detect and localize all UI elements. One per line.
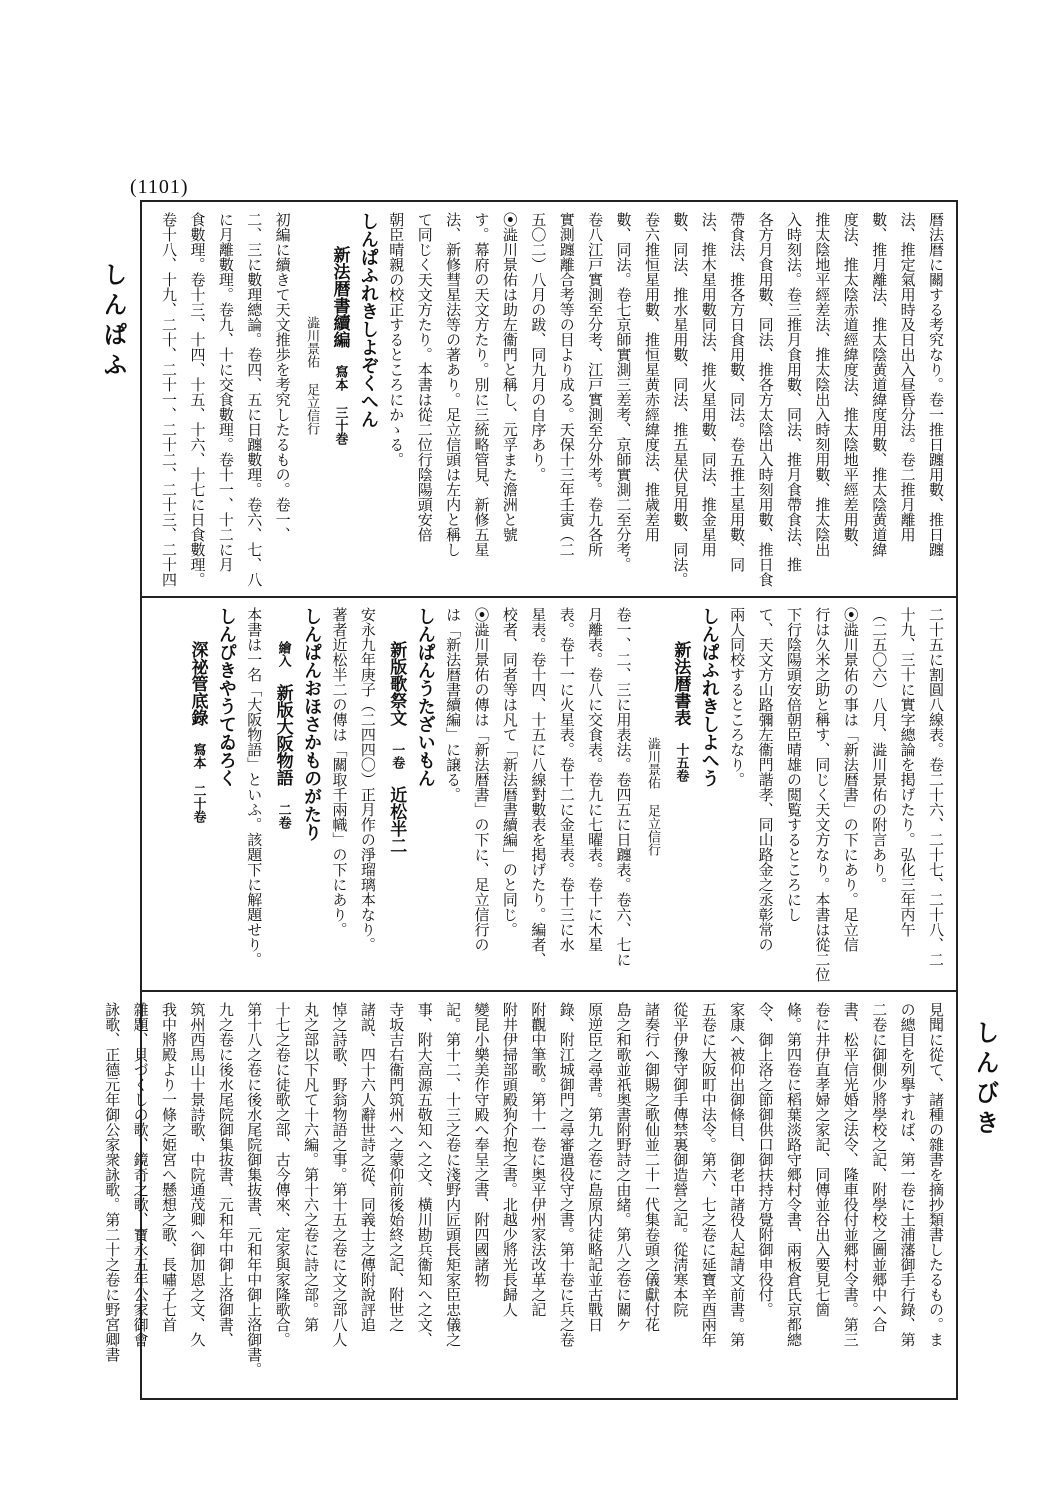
text-line: 我中將殿より一條之姫宮へ懸想之歌、長嘯子七首 — [160, 1002, 179, 1332]
text-line: 下行陰陽頭安倍朝臣晴雄の閲覧するところにし — [784, 607, 803, 922]
book-volumes: 二卷 — [275, 803, 291, 829]
text-line: 法、推定氣用時及日出入昼昏分法。卷二推月離用 — [898, 212, 917, 542]
text-line: ⦿澁川景佑の事は「新法暦書」の下にあり。足立信 — [841, 607, 860, 952]
text-line: ⦿澁川景佑の傳は「新法暦書」の下に、足立信行の — [472, 607, 491, 952]
book-title-text: 深祕管底錄 — [187, 641, 208, 726]
book-authors: 澁川景佑 足立信行 — [304, 316, 320, 435]
text-line: 校者、同者等は凡て「新法暦書續編」のと同じ。 — [500, 607, 519, 937]
book-title-text: 新版大阪物語 — [272, 684, 293, 786]
page-frame — [103, 200, 958, 1400]
book-volumes: 寫本 三十巻 — [332, 365, 348, 445]
text-line: 數、同法。卷七京師實測三差考、京師實測二至分考。 — [614, 212, 633, 572]
text-line: 條。第四卷に稻葉淡路守郷村令書、兩板倉氏京都總 — [784, 1002, 803, 1347]
text-line: は「新法暦書續編」に譲る。 — [444, 607, 463, 802]
section-1 — [148, 212, 950, 587]
text-line: ⦿澁川景佑は助左衞門と稱し、元孚また澹洲と號 — [500, 212, 519, 542]
text-line: 附井伊掃部頭殿狗介抱之書。北越少將光長歸人 — [500, 1002, 519, 1317]
book-title — [382, 607, 410, 981]
book-author: 近松半二 — [386, 786, 407, 854]
book-title — [325, 212, 353, 587]
text-line: 詠歌、正德元年御公家衆詠歌。第二十之卷に野宮卿書 — [103, 1002, 122, 1362]
text-line: 表。卷十一に火星表。卷十二に金星表。卷十三に水 — [557, 607, 576, 952]
text-line: 事、附大高源五敬知へ之文、橫川勘兵衞知へ之文、 — [415, 1002, 434, 1347]
entry-heading: しんぱんおほさかものがたり — [301, 607, 323, 841]
text-line: 書、松平信光婚之法令、隆車役付並郷村令書。第三 — [841, 1002, 860, 1347]
text-line: 二十五に割圓八線表。卷二十六、二十七、二十八、二 — [927, 607, 945, 967]
text-line: に月離數理。卷九、十に交食數理。卷十一、十二に月 — [216, 212, 235, 572]
text-line: 第十八之卷に後水尾院御集抜書、元和年中御上洛御書。 — [245, 1002, 264, 1377]
section-divider-1 — [142, 596, 956, 598]
index-header-left: しんびき — [971, 1020, 1000, 1140]
entry-heading: しんぴきやうてゐろく — [215, 607, 237, 787]
text-line: 法、新修彗星法等の著あり。足立信頭は左内と稱し — [444, 212, 463, 557]
book-title — [183, 607, 211, 981]
text-line: 寺坂吉右衞門筑州へ之蒙仰前後始終之記、附世之 — [387, 1002, 406, 1332]
text-line: 卷十八、十九、二十、二十一、二十二、二十三、二十四 — [160, 212, 179, 587]
text-line: （二五〇六）八月、澁川景佑の附言あり。 — [870, 607, 889, 892]
text-line: 月離表。卷八に交食表。卷九に七曜表。卷十に木星 — [586, 607, 605, 952]
text-line: 暦法暦に關する考究なり。卷一推日躔用數、推日躔 — [927, 212, 945, 557]
text-line: 卷一、二、三に用表法。卷四五に日躔表。卷六、七に — [614, 607, 633, 967]
text-line: 入時刻法。卷三推月食用數、同法、推月食帶食法、推 — [784, 212, 803, 572]
text-line: 變昆小樂美作守殿へ奉呈之書、附四國諸物 — [472, 1002, 491, 1287]
text-line: て同じく天文方たり。本書は從二位行陰陽頭安倍 — [415, 212, 434, 542]
text-line: す。幕府の天文方たり。別に三統略管見、新修五星 — [472, 212, 491, 557]
text-line: て、天文方山路彌左衞門諧孝、同山路金之丞彰常の — [756, 607, 775, 952]
text-line: 丸之部以下凡て十六編。第十六之卷に詩之部。第 — [302, 1002, 321, 1332]
book-title — [268, 607, 296, 981]
text-line: 推太陰地平經差法、推太陰出入時刻用數、推太陰出 — [813, 212, 832, 557]
section-3 — [103, 1002, 950, 1392]
book-title-text: 新法暦書續編 — [329, 246, 350, 348]
text-line: 九之卷に後水尾院御集抜書、元和年中御上洛御書、 — [216, 1002, 235, 1347]
text-line: 諸説、四十六人辭世詩之從、同義士之傳附說評追 — [358, 1002, 377, 1332]
text-line: の總目を列擧すれば、第一卷に土浦藩御手行錄、第 — [898, 1002, 917, 1347]
text-line: 卷六推恒星用數、推恒星黄赤經緯度法、推歳差用 — [642, 212, 661, 542]
text-line: 食數理。卷十三、十四、十五、十六、十七に日食數理。 — [188, 212, 207, 587]
text-line: 島之和歌並祇奥書附野詩之由緒。第八之卷に關ケ — [614, 1002, 633, 1332]
text-line: 卷に井伊直孝婦之家記、同傳並谷出入要見七箇 — [813, 1002, 832, 1317]
text-line: 行は久米之助と稱す、同じく天文方なり。本書は從二位 — [813, 607, 832, 982]
book-title-text: 新版歌祭文 — [386, 641, 407, 726]
text-line: 卷八江戸實測至分考、江戸實測至分外考。卷九各所 — [586, 212, 605, 557]
text-line: 錄、附江城御門之尋審遣役守之書。第十卷に兵之卷 — [557, 1002, 576, 1347]
book-volumes: 寫本 二十卷 — [190, 743, 206, 823]
text-line: 安永九年庚子（二四四〇）正月作の淨瑠璃本なり。 — [358, 607, 377, 952]
book-authors: 澁川景佑 足立信行 — [644, 737, 660, 856]
text-line: 記。第十二、十三之卷に淺野内匠頭長矩家臣忠儀之 — [444, 1002, 463, 1347]
text-line: 悼之詩歌、野翁物語之事。第十五之卷に文之部八人 — [330, 1002, 349, 1347]
text-line: 星表。卷十四、十五に八線對數表を掲げたり。編者、 — [529, 607, 548, 967]
text-line: 雜題、貝づくしの歌、鏡奇之歌、寶永五年公家御會 — [131, 1002, 150, 1347]
entry-heading: しんぱんうたざいもん — [414, 607, 436, 787]
book-title-text: 新法暦書表 — [670, 641, 691, 726]
text-line: 帶食法、推各方日食用數、同法。卷五推土星用數、同 — [728, 212, 747, 572]
text-line: 數、推月離法、推太陰黄道緯度用數、推太陰黄道緯 — [870, 212, 889, 557]
text-line: 家康へ被仰出御條目、御老中諸役人起請文前書。第 — [728, 1002, 747, 1347]
book-prefix: 繪入 — [275, 641, 291, 667]
text-line: 十七之卷に徒歌之部、古今傳來、定家與家隆歌合。 — [273, 1002, 292, 1347]
text-line: 實測躔離合考等の目より成る。天保十三年壬寅（二 — [557, 212, 576, 557]
text-line: 令、御上洛之節御供口御扶持方覺附御申役付。 — [756, 1002, 775, 1317]
text-line: 數、同法、推水星用數、同法、推五星伏見用數、同法。 — [671, 212, 690, 587]
text-line: 度法、推太陰赤道經緯度法、推太陰地平經差用數、 — [841, 212, 860, 557]
text-line: 二卷に御側少將學校之記、附學校之圖並郷中へ合 — [870, 1002, 889, 1332]
index-header-right: しんぱふ — [99, 262, 128, 382]
text-line: 本書は一名「大阪物語」といふ。該題下に解題せり。 — [245, 607, 264, 967]
entry-heading: しんぱふれきしよぞくへん — [357, 212, 379, 428]
text-line: 從平伊豫守御手傳禁裏御造營之記。從淸寒本院 — [671, 1002, 690, 1317]
entry-heading: しんぱふれきしよへう — [698, 607, 720, 787]
text-line: 五卷に大阪町中法令。第六、七之卷に延寶辛酉兩年 — [699, 1002, 718, 1347]
text-line: 各方月食用數、同法、推各方太陰出入時刻用數、推日食 — [756, 212, 775, 587]
section-divider-2 — [142, 990, 956, 992]
text-line: 附觀中筆歌。第十一卷に奥平伊州家法改革之記 — [529, 1002, 548, 1317]
text-line: 諸奏行へ御賜之歌仙並二十一代集卷頭之儀獻付花 — [642, 1002, 661, 1332]
section-2 — [148, 607, 950, 981]
text-line: 兩人同校するところなり。 — [728, 607, 747, 787]
text-line: 見聞に從て、諸種の雜書を摘抄類書したるもの。ま — [927, 1002, 945, 1347]
book-volumes: 十五卷 — [673, 743, 689, 782]
text-line: 五〇二）八月の跋、同九月の自序あり。 — [529, 212, 548, 482]
text-line: 筑州西馬山十景詩歌、中院通茂卿へ御加恩之文、久 — [188, 1002, 207, 1347]
text-line: 二、三に數理總論。卷四、五に日躔數理。卷六、七、八 — [245, 212, 264, 587]
text-line: 法、推木星用數同法、推火星用數、同法、推金星用 — [699, 212, 718, 557]
text-line: 十九、三十に實字總論を掲げたり。弘化三年丙午 — [898, 607, 917, 937]
book-volumes: 一卷 — [389, 743, 405, 769]
text-line: 原逆臣之尋書。第九之卷に島原内徒略記並古戰日 — [586, 1002, 605, 1332]
text-line: 朝臣晴親の校正するところにかゝる。 — [387, 212, 406, 467]
book-title — [666, 607, 694, 981]
text-line: 著者近松半二の傳は「關取千兩幟」の下にあり。 — [330, 607, 349, 937]
text-line: 初編に續きて天文推歩を考究したるもの。卷一、 — [273, 212, 292, 542]
page-number: (1101) — [130, 176, 189, 198]
